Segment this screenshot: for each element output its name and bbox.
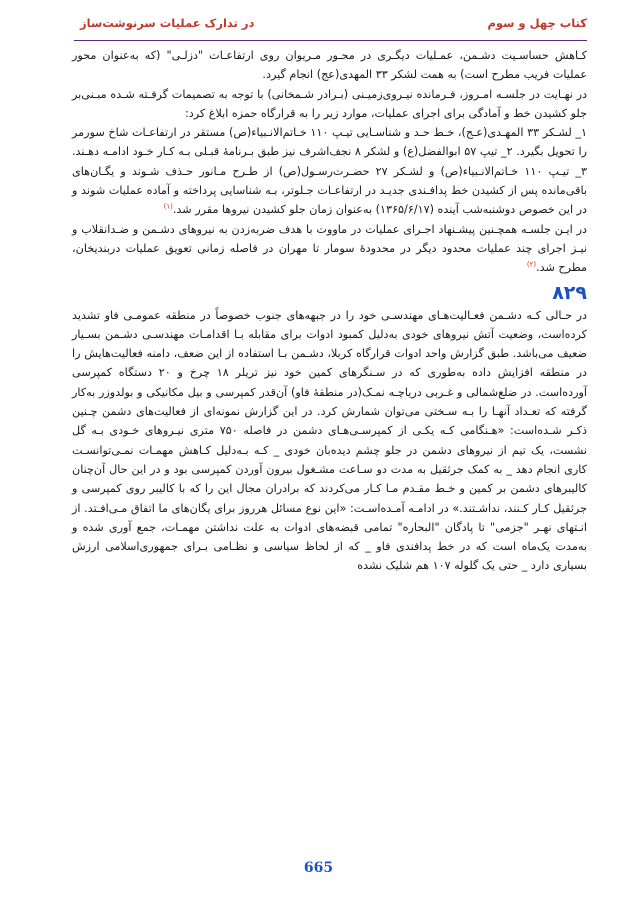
paragraph-text: در ایـن جلسـه همچـنین پیشـنهاد اجـرای عملیات در ماووت با هدف ضربه‌زدن به نیروهای دشـمن و ضـدانقلاب و نیـز اجرای چند عملیات محدود دیگر در محدودهٔ سومار تا مهران در فاصله زمانی تعویق عملیات دربندیخان، مطرح شد.	[72, 222, 587, 275]
footnote-mark-1[interactable]: (۱)	[163, 202, 173, 211]
header-divider	[74, 40, 587, 41]
paragraph-4	[72, 220, 587, 278]
paragraph-text: در نهـایت در جلسـه امـروز، فـرمانده نیـروی‌زمیـنی (بـرادر شـمخانی) با توجه به تصمیمات گرفـته شـده مبـنی‌بر جلو کشیدن خط و آمادگی برای اجرای عملیات، موارد زیر را به قرارگاه حمزه ابلاغ کرد:	[72, 87, 587, 120]
chapter-title: در تدارک عملیات سرنوشت‌ساز	[80, 16, 255, 30]
paragraph-text: ۱_ لشـکر ۳۳ المهـدی(عـج)، خـط حـد و شناسـایی تیـپ ۱۱۰ خـاتم‌الانـبیاء(ص) مستقر در ارتفاعـات شاخ سورمر را تحویل بگیرد. ۲_ تیپ ۵۷ ابوالفضل(ع) و لشکر ۸ نجف‌اشرف نیز طبق بـرنامهٔ قبـلی بـه کـار خـود ادامـه دهـند. ۳_ تیـپ ۱۱۰ خـاتم‌الانـبیاء(ص) و لشـکر ۲۷ حضـرت‌رسـول(ص) از طـرح مـانور حـذف شـوند و یگـان‌های باقی‌مانده پس از کشیدن خط پدافـندی جدیـد در ارتفاعـات جـلوتر، بـه شناسایی پرداخته و آماده عملیات شوند و در این خصوص دوشنبه‌شب آینده (۱۳۶۵/۶/۱۷) به‌عنوان زمان جلو کشیدن نیروها مقرر شد.	[72, 126, 588, 217]
paragraph-1	[72, 46, 587, 85]
paragraph-main	[72, 306, 587, 576]
paragraph-text: کـاهش حساسـیت دشـمن، عمـلیات دیگـری در محـور مـریوان روی ارتفاعـات "دزلـی" (که به‌عنوان محور عملیات فریب مطرح است) به همت لشکر ۳۳ المهدی(عج) انجام گیرد.	[72, 49, 587, 82]
page-number: 665	[303, 860, 334, 876]
book-title: کتاب چهل و سوم	[487, 16, 587, 30]
footnote-mark-2[interactable]: (۲)	[526, 260, 537, 269]
section-number: ۸۲۹	[552, 281, 587, 304]
paragraph-3	[72, 123, 587, 219]
paragraph-2	[72, 85, 587, 124]
page-body	[72, 46, 587, 576]
paragraph-text: در حـالی کـه دشـمن فعـالیت‌هـای مهندسـی خود را در جبهه‌های جنوب خصوصاً در منطقه عمومـی فاو تشدید کرده‌است، وضعیت آتش نیروهای خودی به‌دلیل کمبود ادوات برای مقابله بـا اقدامـات مهندسـی دشـمن بسـیار ضعیف می‌باشد. طبق گزارش واحد ادوات قرارگاه کربلا، دشـمن بـا استفاده از این ضعف، دامنه فعالیت‌هایش را در منطقه افزایش داده به‌طوری که در سـنگرهای کمین خود نیز تریلر ۱۸ چرخ و ۲۰ دستگاه کمپرسی آورده‌است. در ضلع‌شمالی و غـربی دریاچـه نمـک(در منطقهٔ فاو) آن‌قدر کمپرسی و بیل مکانیکی و بولدوزر به‌کار گرفته که تعـداد آنهـا را بـه سـختی می‌توان شمارش کرد. در این گزارش نمونه‌ای از فعالیت‌های دشمن چـنین ذکـر شـده‌است: «هـنگامی کـه یکـی از کمپرسـی‌هـای دشمن در فاصله ۷۵۰ متری نیـروهای خـودی بـه گل نشست، یک تیم از نیروهای دشمن در جلو چشم دیده‌بان خودی _ کـه بـه‌دلیل کـاهش مهمـات نمـی‌توانسـت کاری انجام دهد _ به کمک جرثقیل به مدت دو سـاعت مشـغول بیرون آوردن کمپرسی بود و در این حال آن‌چنان کالیبرهای دشمن بر کمین و خـط مقـدم مـا کـار می‌کردند که برادران مجال این را که با کالیبر روی کمپرسی و جرثقیل کـار کـنند، نداشـتند.» در ادامـه آمـده‌اسـت: «این نوع مسائل هرروز برای یگان‌های ما اتفاق مـی‌افـتد. از انـتهای نهـر "جزمی" تا پادگان "البحاره" تمامی قبضه‌های ادوات به علت نداشتن مهمـات، جمع آوری شده و به‌مدت یک‌ماه است که در خط پدافندی فاو _ که از لحاظ سیاسی و نظـامی بـرای جمهوری‌اسلامی ارزش بسیاری دارد _ حتی یک گلوله ۱۰۷ هم شلیک نشده	[72, 308, 587, 573]
page-header	[0, 0, 637, 50]
